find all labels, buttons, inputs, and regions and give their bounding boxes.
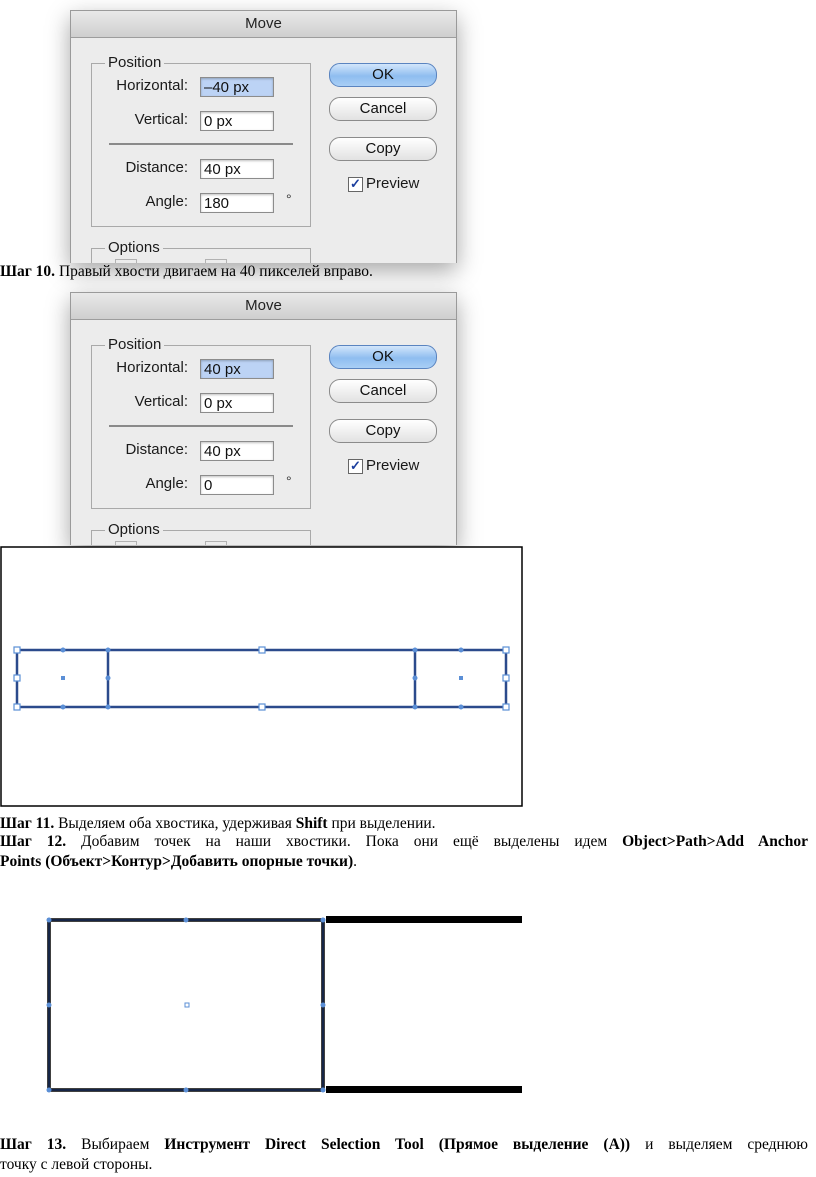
degree-symbol: °	[286, 473, 292, 489]
options-label: Options	[105, 521, 163, 538]
horizontal-label: Horizontal:	[116, 77, 188, 94]
degree-symbol: °	[286, 191, 292, 207]
center-point	[185, 1003, 189, 1007]
angle-label: Angle:	[145, 475, 188, 492]
horizontal-label: Horizontal:	[116, 359, 188, 376]
ok-button[interactable]: OK	[329, 63, 437, 87]
step-10-number: Шаг 10.	[0, 263, 56, 280]
cancel-button[interactable]: Cancel	[329, 97, 437, 121]
step-12-line-2	[0, 852, 808, 872]
horizontal-input[interactable]: 40 px	[200, 359, 274, 379]
step-13-line-2: точку с левой стороны.	[0, 1156, 153, 1173]
step-10-body: Правый хвости двигаем на 40 пикселей вправо.	[55, 263, 373, 280]
preview-label: Preview	[366, 175, 420, 192]
copy-button[interactable]: Copy	[329, 137, 437, 161]
distance-input[interactable]: 40 px	[200, 159, 274, 179]
dialog-title: Move	[71, 293, 456, 320]
angle-input[interactable]: 180	[200, 193, 274, 213]
option-checkbox-partial[interactable]	[205, 541, 227, 545]
step-12-menu-path-ru: Points (Объект>Контур>Добавить опорные точки)	[0, 853, 354, 870]
step-11-body-b: при выделении.	[327, 815, 436, 832]
step-12-body-a: Добавим точек на наши хвостики. Пока они ещё выделены идем	[66, 833, 623, 850]
position-label: Position	[105, 54, 164, 71]
copy-button[interactable]: Copy	[329, 419, 437, 443]
step-13-tool: Инструмент Direct Selection Tool (Прямое выделение (A))	[164, 1136, 631, 1153]
step-13-body-a: Выбираем	[66, 1136, 165, 1153]
selected-tails-illustration	[0, 546, 524, 808]
step-10-text	[0, 262, 808, 282]
separator	[109, 425, 293, 427]
step-11-number: Шаг 11.	[0, 815, 55, 832]
distance-label: Distance:	[125, 159, 188, 176]
step-12-menu-path: Object>Path>Add Anchor	[622, 833, 808, 850]
options-label: Options	[105, 239, 163, 256]
vertical-label: Vertical:	[134, 393, 188, 410]
horizontal-input[interactable]: –40 px	[200, 77, 274, 97]
vertical-label: Vertical:	[134, 111, 188, 128]
dialog-title: Move	[71, 11, 456, 38]
option-checkbox-partial[interactable]	[115, 541, 137, 545]
distance-input[interactable]: 40 px	[200, 441, 274, 461]
move-dialog-1	[70, 10, 457, 263]
preview-checkbox[interactable]: ✓	[348, 177, 363, 192]
illustration-frame	[1, 547, 522, 806]
step-12-body-b: .	[353, 853, 357, 870]
tail-bottom-stroke	[326, 1086, 522, 1093]
separator	[109, 143, 293, 145]
angle-label: Angle:	[145, 193, 188, 210]
preview-checkbox[interactable]: ✓	[348, 459, 363, 474]
step-11-body-a: Выделяем оба хвостика, удерживая	[54, 815, 296, 832]
step-13-body-b: и выделяем среднюю	[630, 1136, 809, 1153]
step-13-line-1	[0, 1135, 808, 1155]
vertical-input[interactable]: 0 px	[200, 393, 274, 413]
position-label: Position	[105, 336, 164, 353]
step-11-key: Shift	[295, 815, 328, 832]
angle-input[interactable]: 0	[200, 475, 274, 495]
move-dialog-2	[70, 292, 457, 545]
tail-top-stroke	[326, 916, 522, 923]
step-12-number: Шаг 12.	[0, 833, 67, 850]
distance-label: Distance:	[125, 441, 188, 458]
cancel-button[interactable]: Cancel	[329, 379, 437, 403]
vertical-input[interactable]: 0 px	[200, 111, 274, 131]
anchor-points-illustration	[40, 912, 524, 1098]
step-11-text	[0, 814, 808, 834]
ok-button[interactable]: OK	[329, 345, 437, 369]
step-13-number: Шаг 13.	[0, 1136, 67, 1153]
step-12-line-1	[0, 832, 808, 852]
preview-label: Preview	[366, 457, 420, 474]
